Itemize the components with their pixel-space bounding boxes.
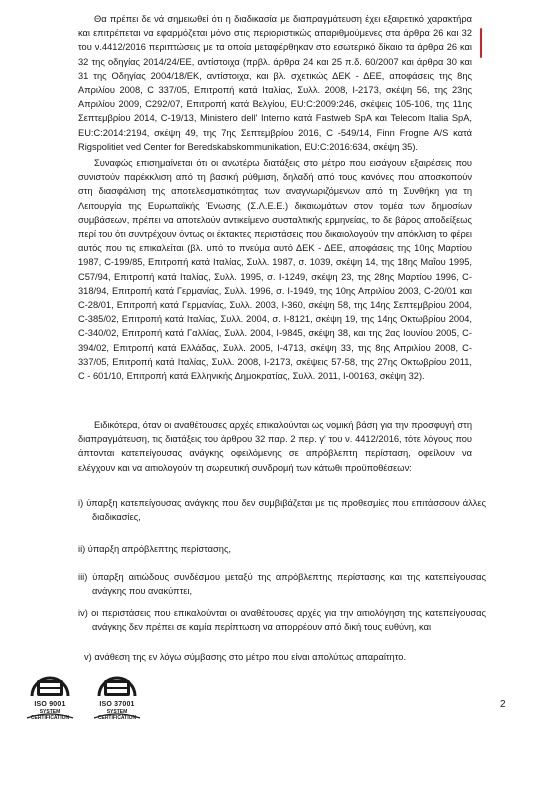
iso-9001-logo — [20, 674, 80, 720]
condition-item-iii: iii) ύπαρξη αιτιώδους συνδέσμου μεταξύ της απρόβλεπτης περίστασης και της κατεπείγουσας ανάγκης που ανακύπτει, — [78, 572, 486, 597]
logo-caption: SYSTEM CERTIFICATION — [97, 709, 137, 721]
paragraph-negotiation-exceptional: Θα πρέπει δε νά σημειωθεί ότι η διαδικασία με διαπραγμάτευση έχει εξαιρετικό χαρακτήρα και επιτρέπεται να εφαρμόζεται μόνο στις περιοριστικώς απαριθμούμενες στα άρθρα 26 και 32 του ν.4412/2016 περιπτώσεις με τα οποία μεταφέρθηκαν στο εσωτερικό δίκαιο τα άρθρα 26 και 32 της οδηγίας 2014/24/ΕΕ, αντίστοιχα (πρβλ. άρθρα 24 και 25 π.δ. 60/2007 και άρθρα 30 και 31 της Οδηγίας 2004/18/ΕΚ, αντίστοιχα, και βλ. σχετικώς ΔΕΚ - ΔΕΕ, αποφάσεις της 8ης Απριλίου 2008, C 337/05, Επιτροπή κατά Ιταλίας, Συλλ. 2008, Ι-2173, σκέψη 56, της 23ης Απριλίου 2009, C292/07, Επιτροπή κατά Βελγίου, EU:C:2009:246, σκέψεις 105-106, της 11ης Σεπτεμβρίου 2014, C-19/13, Ministero dell' Interno κατά Fastweb SpA και Telecom Italia SpA, EU:C:2014:2194, σκέψη 49, της 7ης Σεπτεμβρίου 2016, C -549/14, Finn Frogne A/S κατά Rigspolitiet ved Center for Beredskabskommunikation, EU:C:2016:634, σκέψη 35). — [78, 14, 472, 152]
iso-37001-logo — [87, 674, 147, 720]
margin-mark — [480, 28, 482, 58]
logo-standard: ISO 9001 — [34, 701, 66, 708]
condition-item-ii: ii) ύπαρξη απρόβλεπτης περίστασης, — [78, 544, 232, 554]
condition-item-v: v) ανάθεση της εν λόγω σύμβασης στο μέτρο που είναι απολύτως απαραίτητο. — [84, 652, 407, 662]
page-number: 2 — [500, 699, 506, 710]
paragraph-strict-interpretation: Συναφώς επισημαίνεται ότι οι ανωτέρω διατάξεις στο μέτρο που εισάγουν εξαιρέσεις που συνιστούν παρέκκλιση από τη βασική ρύθμιση, δηλαδή από τους κανόνες που αποσκοπούν στη διασφάλιση της αποτελεσματικότητας των αναγνωριζόμενων από τη Συνθήκη για τη Λειτουργία της Ευρωπαϊκής Ένωσης (Σ.Λ.Ε.Ε.) δικαιωμάτων στον τομέα των δημοσίων συμβάσεων, πρέπει να αποτελούν αντικείμενο συσταλτικής ερμηνείας, το δε βάρος αποδείξεως περί του ότι συντρέχουν όντως οι έκτακτες περιστάσεις που δικαιολογούν την απόκλιση το φέρει αυτός που τις επικαλείται (βλ. υπό το πνεύμα αυτό ΔΕΚ - ΔΕΕ, αποφάσεις της 10ης Μαρτίου 1987, C-199/85, Επιτροπή κατά Ιταλίας, Συλλ. 1987, σ. 1039, σκέψη 14, της 18ης Μαΐου 1995, C57/94, Επιτροπή κατά Ιταλίας, Συλλ. 1995, σ. Ι-1249, σκέψη 23, της 28ης Μαρτίου 1996, C-318/94, Επιτροπή κατά Γερμανίας, Συλλ. 1996, σ. Ι-1949, της 10ης Απριλίου 2003, C-20/01 και C-28/01, Επιτροπή κατά Γερμανίας, Συλλ. 2003, Ι-360, σκέψη 58, της 14ης Σεπτεμβρίου 2004, C-385/02, Επιτροπή κατά Ιταλίας, Συλλ. 2004, σ. Ι-8121, σκέψη 19, της 14ης Οκτωβρίου 2004, C-340/02, Επιτροπή κατά Γαλλίας, Συλλ. 2004, Ι-9845, σκέψη 38, και της 2ας Ιουνίου 2005, C-394/02, Επιτροπή κατά Ελλάδας, Συλλ. 2005, Ι-4713, σκέψη 33, της 8ης Απριλίου 2008, C- 337/05, Επιτροπή κατά Ιταλίας, Συλλ. 2008, Ι-2173, σκέψεις 57-58, της 27ης Οκτωβρίου 2011, C - 601/10, Επιτροπή κατά Ελληνικής Δημοκρατίας, Συλλ. 2011, Ι-00163, σκέψη 32). — [78, 158, 472, 382]
logo-standard: ISO 37001 — [99, 701, 135, 708]
paragraph-urgency-conditions-intro: Ειδικότερα, όταν οι αναθέτουσες αρχές επικαλούνται ως νομική βάση για την προσφυγή στη διαπραγμάτευση, τις διατάξεις του άρθρου 32 παρ. 2 περ. γ' του ν. 4412/2016, τότε λόγους που άπτονται κατεπείγουσας ανάγκης οφειλόμενης σε απρόβλεπτη περίσταση, οφείλουν να ελέγχουν και να αιτιολογούν τη σωρευτική συνδρομή των κάτωθι προϋποθέσεων: — [78, 420, 472, 473]
condition-item-iv: iv) οι περιστάσεις που επικαλούνται οι αναθέτουσες αρχές για την αιτιολόγηση της κατεπείγουσας ανάγκης δεν πρέπει σε καμία περίπτωση να απορρέουν από δική τους ευθύνη, και — [78, 608, 486, 633]
condition-item-i: i) ύπαρξη κατεπείγουσας ανάγκης που δεν συμβιβάζεται με τις προθεσμίες που επιτάσσουν άλλες διαδικασίες, — [78, 498, 486, 523]
logo-caption: SYSTEM CERTIFICATION — [30, 709, 70, 721]
